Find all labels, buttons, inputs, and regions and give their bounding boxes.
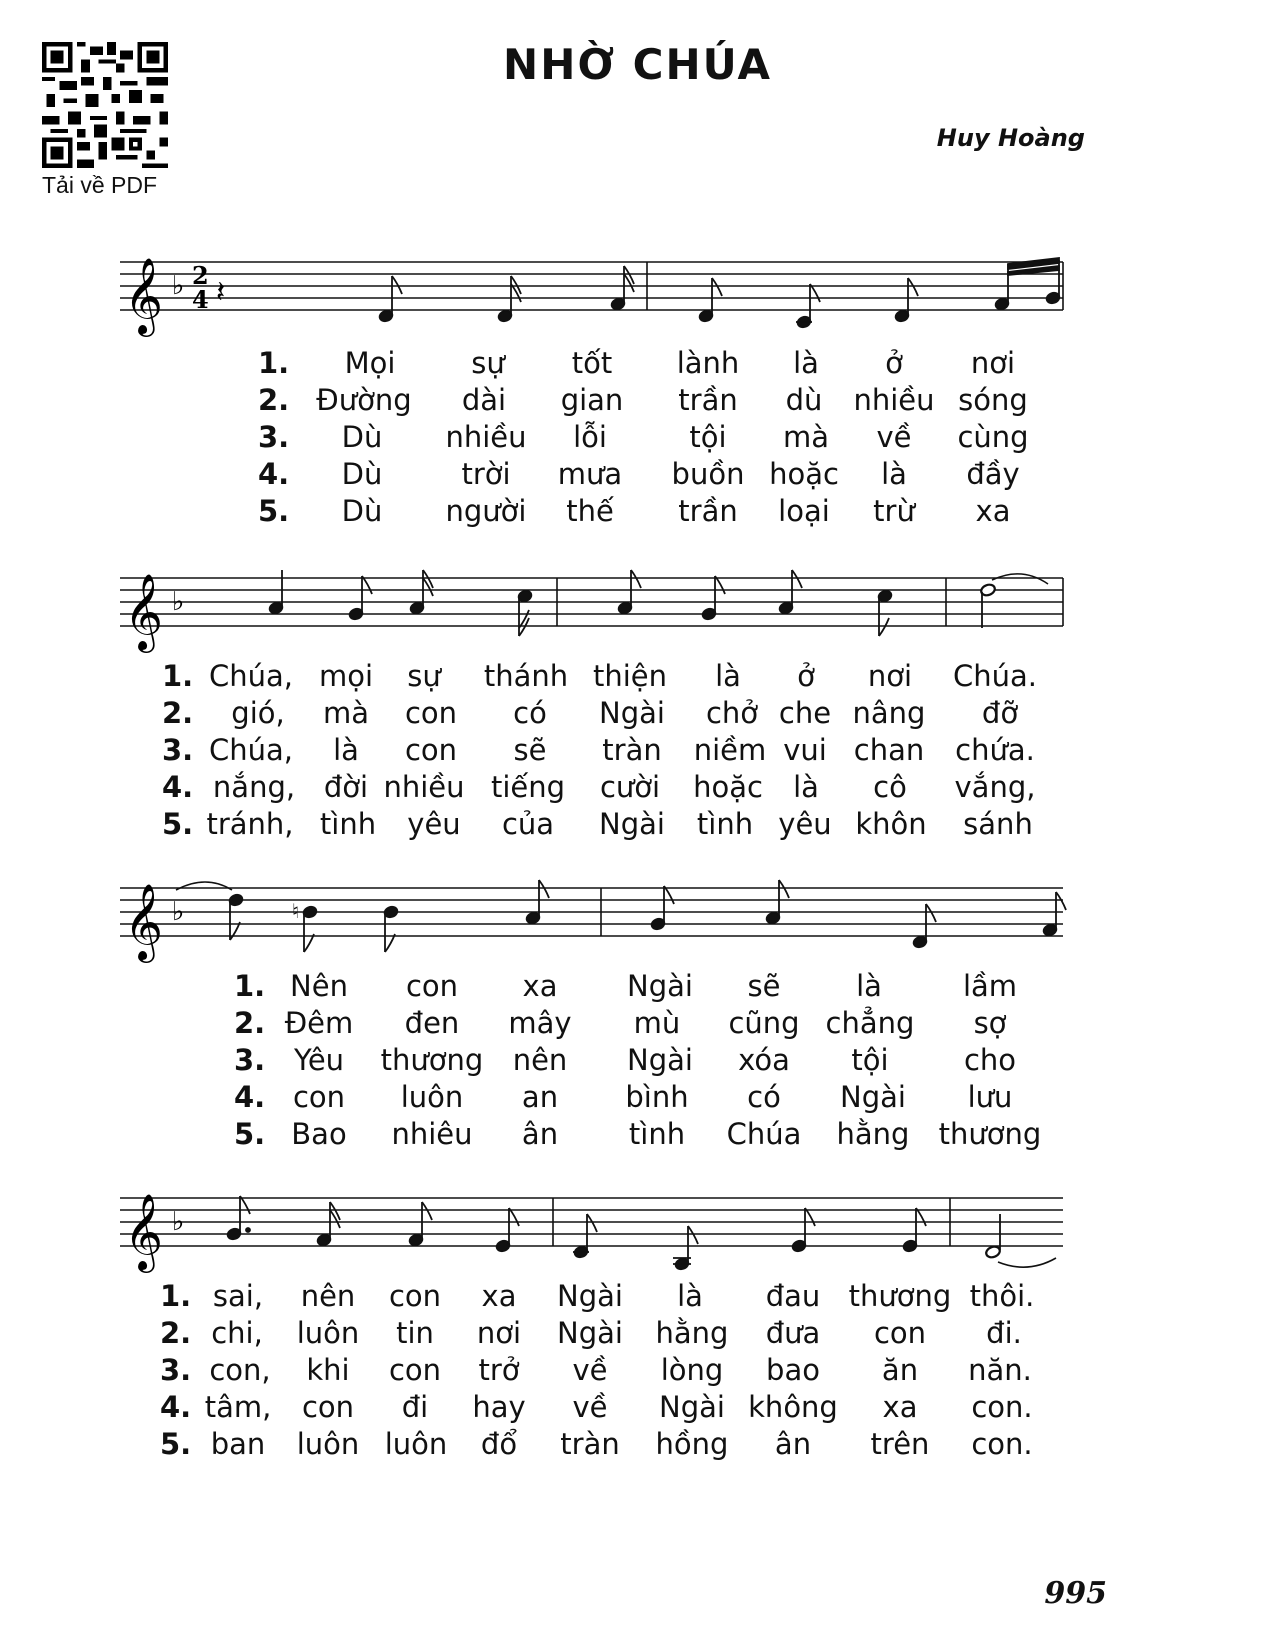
- flat-icon: ♭: [172, 271, 185, 301]
- lyrics-system-3: [0, 968, 1275, 1153]
- verse-1-line: 1. sai, nên con xa Ngài là đau thương thôi.: [160, 1279, 1035, 1313]
- verse-4-line: 4. Dù trời mưa buồn hoặc là đầy: [258, 457, 1020, 491]
- verse-1-line: 1. Nên con xa Ngài sẽ là lầm: [234, 969, 1018, 1003]
- verse-2-line: 2. chi, luôn tin nơi Ngài hằng đưa con đi.: [160, 1316, 1022, 1350]
- verse-2-line: 2. Đêm đen mây mù cũng chẳng sợ: [234, 1006, 1007, 1040]
- verse-3-line: 3. Yêu thương nên Ngài xóa tội cho: [234, 1043, 1017, 1077]
- lyrics-system-2: [0, 658, 1275, 843]
- staff-system-4: [120, 1176, 1120, 1286]
- verse-4-line: 4. nắng, đời nhiều tiếng cười hoặc là cô vắng,: [162, 770, 1036, 804]
- verse-2-line: 2. Đường dài gian trần dù nhiều sóng: [258, 383, 1028, 417]
- lyrics-system-1: [0, 345, 1275, 530]
- svg-text:4: 4: [192, 285, 209, 314]
- quarter-rest-icon: 𝄽: [216, 275, 226, 310]
- verse-5-line: 5. tránh, tình yêu của Ngài tình yêu khôn sánh: [162, 807, 1033, 841]
- verse-3-line: 3. con, khi con trở về lòng bao ăn năn.: [160, 1353, 1032, 1387]
- verse-1-line: 1. Mọi sự tốt lành là ở nơi: [258, 346, 1016, 380]
- page-number: 995: [1044, 1576, 1107, 1611]
- verse-4-line: 4. tâm, con đi hay về Ngài không xa con.: [160, 1390, 1033, 1424]
- flat-icon: ♭: [172, 587, 185, 617]
- song-title: NHỜ CHÚA: [503, 40, 772, 89]
- natural-icon: ♮: [292, 899, 300, 923]
- verse-3-line: 3. Chúa, là con sẽ tràn niềm vui chan chứa.: [162, 733, 1035, 767]
- treble-clef-icon: 𝄞: [124, 573, 164, 650]
- flat-icon: ♭: [172, 897, 185, 927]
- treble-clef-icon: 𝄞: [124, 257, 164, 334]
- staff-system-1: [120, 240, 1120, 350]
- treble-clef-icon: 𝄞: [124, 1193, 164, 1270]
- staff-system-2: [120, 556, 1120, 666]
- verse-2-line: 2. gió, mà con có Ngài chở che nâng đỡ: [162, 696, 1019, 730]
- verse-1-line: 1. Chúa, mọi sự thánh thiện là ở nơi Chúa.: [162, 659, 1037, 693]
- staff-system-3: [120, 866, 1120, 976]
- flat-icon: ♭: [172, 1207, 185, 1237]
- lyrics-system-4: [0, 1278, 1275, 1463]
- verse-5-line: 5. ban luôn luôn đổ tràn hồng ân trên con.: [160, 1427, 1033, 1461]
- download-pdf-label[interactable]: Tải về PDF: [42, 172, 158, 198]
- verse-5-line: 5. Bao nhiêu ân tình Chúa hằng thương: [234, 1117, 1042, 1151]
- treble-clef-icon: 𝄞: [124, 883, 164, 960]
- composer-name: Huy Hoàng: [936, 124, 1085, 152]
- verse-4-line: 4. con luôn an bình có Ngài lưu: [234, 1080, 1013, 1114]
- svg-text:2: 2: [192, 261, 209, 290]
- verse-5-line: 5. Dù người thế trần loại trừ xa: [258, 494, 1011, 528]
- verse-3-line: 3. Dù nhiều lỗi tội mà về cùng: [258, 420, 1029, 454]
